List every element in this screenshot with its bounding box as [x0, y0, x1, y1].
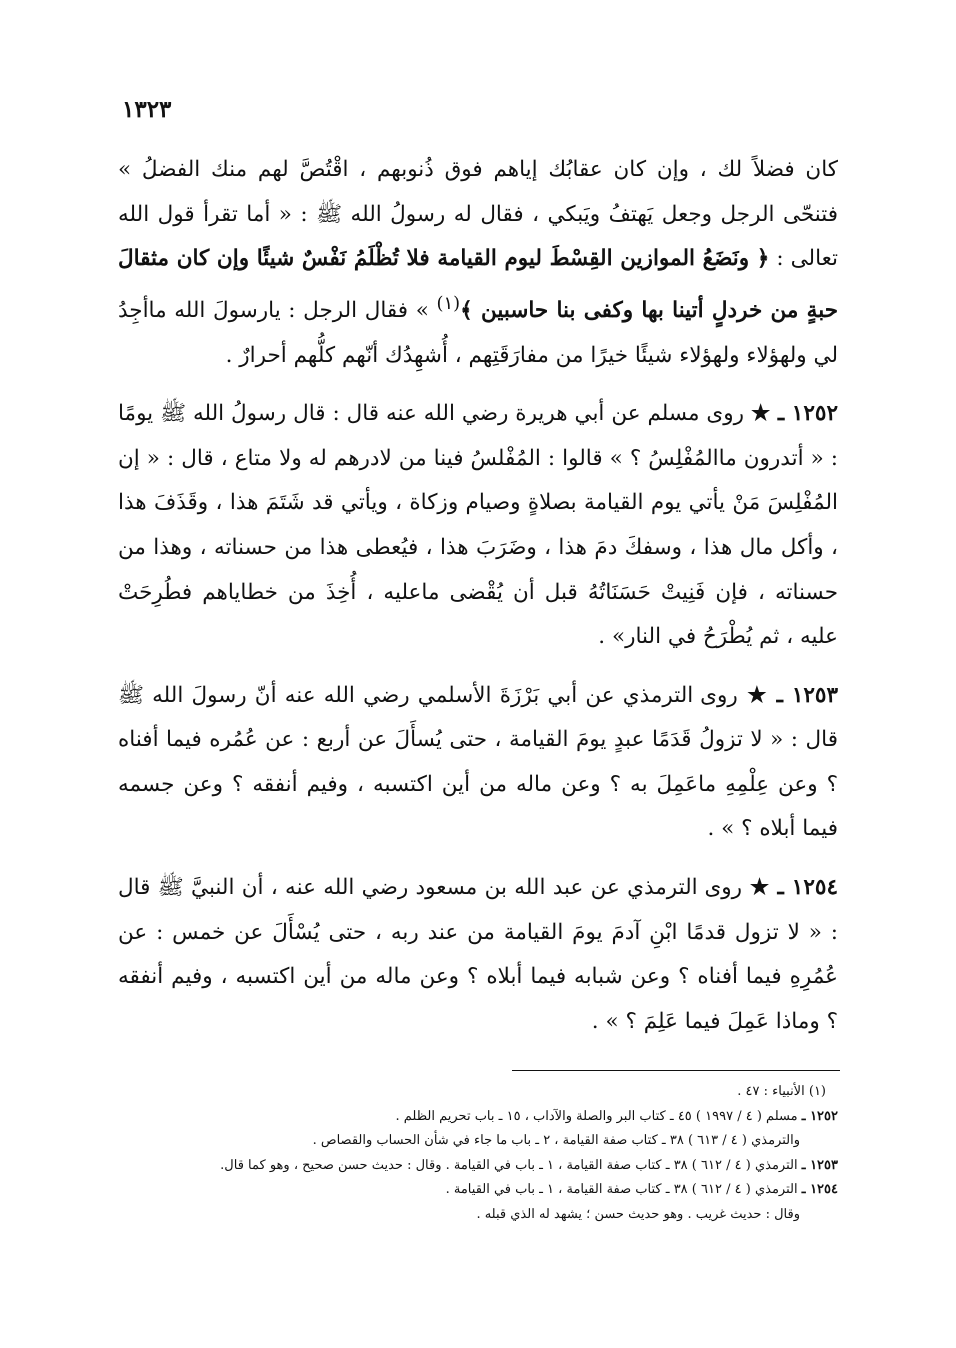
opening-text-part1: كان فضلاً لك ، وإن كان عقابُك إياهم فوق ذُنوبهم ، اقْتُصَّ لهم منك الفضلُ » فتنحّى الرجل وجعل يَهتفُ ويَبكي ، فقال له رسولُ الله ﷺ : « أما تقرأ قول الله تعالى :: [118, 157, 838, 272]
hadith-1254: [118, 866, 838, 1044]
page-number: ١٣٢٣: [122, 96, 172, 123]
hadith-number: ١٢٥٣ ـ ★: [745, 682, 839, 708]
footnote-id: (١): [808, 1084, 826, 1099]
hadith-1252: [118, 392, 838, 660]
hadith-text: روى الترمذي عن عبد الله بن مسعود رضي الله عنه ، أن النبيَّ ﷺ قال : « لا تزول قدمًا ابْنِ آدمَ يومَ القيامة من عند ربه ، حتى يُسْأَلَ عن خمس : عن عُمُرِهِ فيما أفناه ؟ وعن شبابه فيما أبلاه ؟ وعن ماله من أين اكتسبه ، وفيم أنفقه ؟ وماذا عَمِلَ فيما عَلِمَ ؟ » .: [118, 875, 838, 1034]
footnote-text: والترمذي ( ٤ / ٦١٣ ) ٣٨ ـ كتاب صفة القيامة ، ٢ ـ باب ما جاء في شأن الحساب والقصاص .: [312, 1133, 800, 1148]
footnote-item: [110, 1154, 838, 1179]
footnote-item: [110, 1203, 838, 1228]
footnote-id: ١٢٥٣ ـ: [801, 1157, 838, 1173]
footnote-id: ١٢٥٢ ـ: [801, 1108, 838, 1124]
hadith-number: ١٢٥٢ ـ ★: [750, 401, 838, 427]
footnote-divider: [512, 1070, 840, 1071]
footnote-text: مسلم ( ٤ / ١٩٩٧ ) ٤٥ ـ كتاب البر والصلة والآداب ، ١٥ ـ باب تحريم الظلم .: [395, 1108, 798, 1124]
footnote-item: [110, 1080, 838, 1105]
footnote-id: ١٢٥٤ ـ: [801, 1182, 838, 1197]
footnote-item: [110, 1178, 838, 1203]
opening-text-part2: » فقال الرجل : يارسولَ الله ماأجِدُ لي ولهؤلاء ولهؤلاء شيئًا خيرًا من مفارَقَتِهم ، أُشهِدُك أنّهم كلُّهم أحرارٌ .: [118, 297, 838, 368]
footnote-item: [110, 1129, 838, 1154]
footnote-text: الأنبياء : ٤٧ .: [737, 1084, 805, 1099]
hadith-number: ١٢٥٤ ـ ★: [749, 875, 838, 901]
hadith-text: روى الترمذي عن أبي بَرْزَةَ الأسلمي رضي الله عنه أنّ رسولَ الله ﷺ قال : « لا تزولُ قَدَمًا عبدٍ يومَ القيامة ، حتى يُسأَلَ عن أربع : عن عُمُره فيما أفناه ؟ وعن عِلْمِهِ ماعَمِلَ به ؟ وعن ماله من أين اكتسبه ، وفيم أنفقه ؟ وعن جسمه فيما أبلاه ؟ » .: [118, 682, 838, 842]
footnote-item: [110, 1105, 838, 1130]
opening-paragraph: [118, 148, 838, 378]
footnotes: [110, 1080, 838, 1227]
hadith-text: روى مسلم عن أبي هريرة رضي الله عنه قال : قال رسولُ الله ﷺ يومًا : « أتدرون ماالمُفْلِسُ ؟ » قالوا : المُفْلسُ فينا من لادرهم له ولا متاع ، قال : « إن المُفْلِسَ مَنْ يأتي يوم القيامة بصلاةٍ وصيام وزكاة ، ويأتي قد شَتَمَ هذا ، وقَذَفَ هذا ، وأكل مال هذا ، وسفكَ دمَ هذا ، وضَرَبَ هذا ، فيُعطى هذا من حسناته ، وهذا من حسناته ، فإن فَنِيتْ حَسَنَاتُهُ قبل أن يُقْضى ماعليه ، أُخِذَ من خطاياهم فطُرِحَتْ عليه ، ثم يُطْرَحُ في النار» .: [118, 401, 838, 650]
footnote-text: الترمذي ( ٤ / ٦١٢ ) ٣٨ ـ كتاب صفة القيامة ، ١ ـ باب في القيامة . وقال : حديث حسن صحيح ، وهو كما قال.: [220, 1157, 798, 1173]
quran-verse: ﴿ ونَضَعُ الموازين القِسْطَ ليوم القيامة فلا تُظْلَمُ نَفْسٌ شيئًا وإن كان مثقالَ حبةٍ من خردلٍ أتينا بها وكفى بنا حاسبين ﴾: [118, 246, 838, 323]
footnote-text: وقال : حديث غريب . وهو حديث حسن ؛ يشهد له الذي قبله .: [476, 1206, 800, 1222]
main-text: [118, 148, 838, 1044]
footnote-marker: (١): [436, 292, 461, 314]
hadith-1253: [118, 674, 838, 852]
footnote-text: الترمذي ( ٤ / ٦١٢ ) ٣٨ ـ كتاب صفة القيامة ، ١ ـ باب في القيامة .: [445, 1182, 798, 1197]
